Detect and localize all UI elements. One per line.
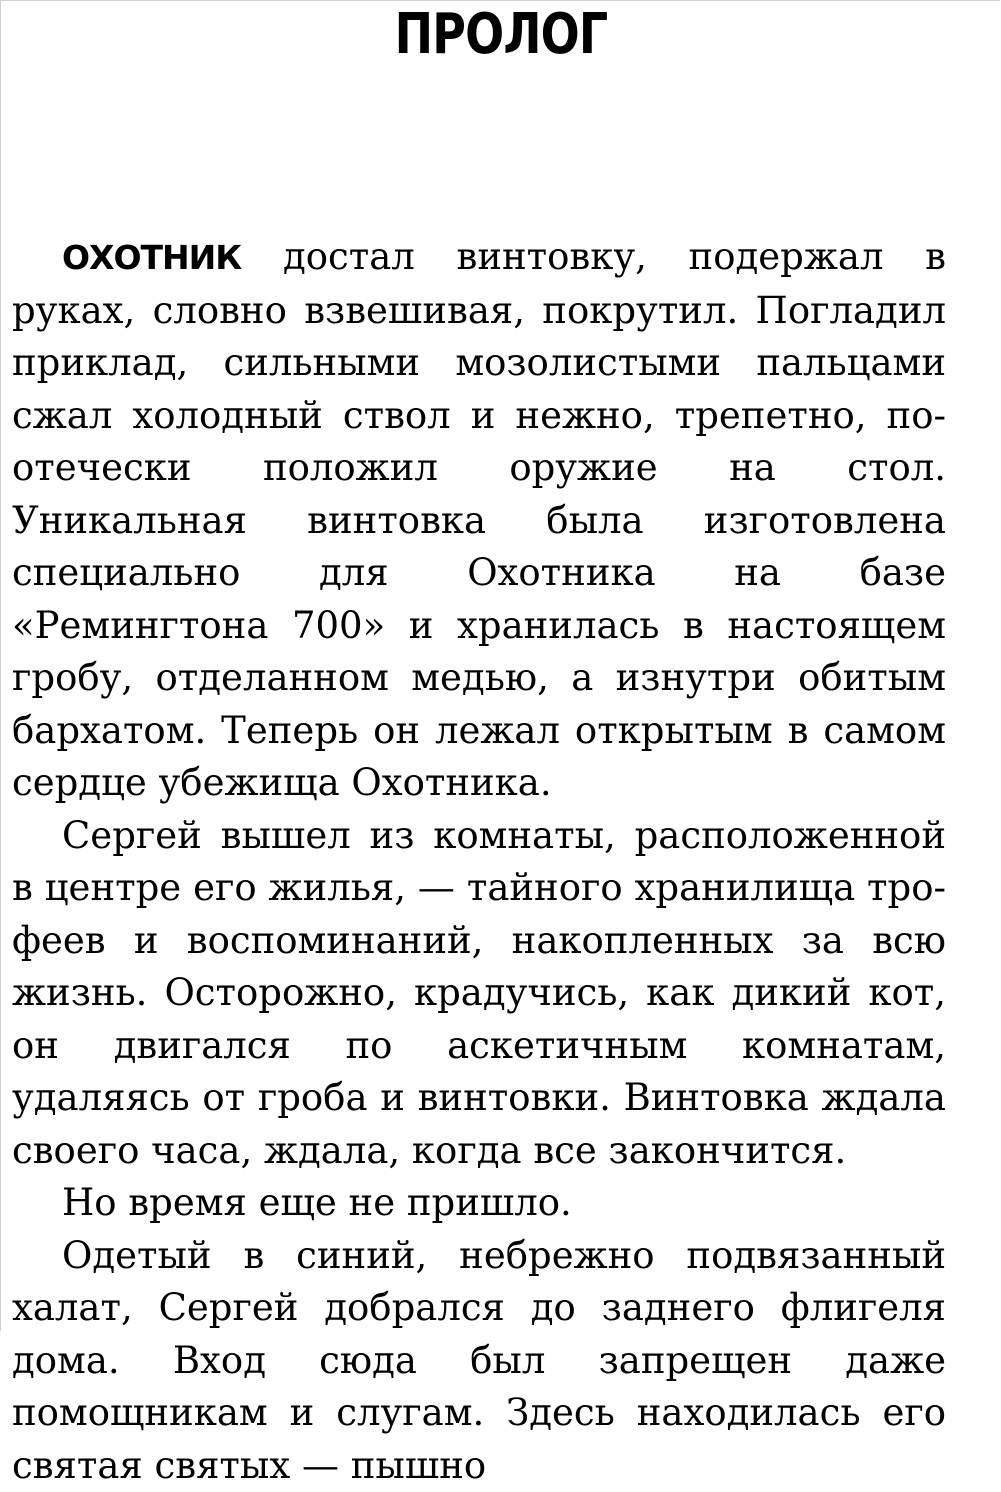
paragraph-4: Одетый в синий, небрежно подвязанный халат, Сергей добрался до заднего флигеля дома. Вход сюда был запрещен даже помощникам и слугам. Здесь находилась его святая святых — пышно — [12, 1230, 946, 1492]
chapter-title: ПРОЛОГ — [91, 1, 911, 69]
paragraph-1 — [12, 231, 946, 810]
body-text — [12, 231, 946, 1492]
paragraph-3: Но время еще не пришло. — [12, 1177, 946, 1230]
book-page — [1, 1, 1001, 1332]
paragraph-2: Сергей вышел из комнаты, расположенной в центре его жилья, — тайного хранилища трофеев и воспоминаний, накопленных за всю жизнь. Осторожно, крадучись, как дикий кот, он двигался по аскетичным комнатам, удаляясь от гроба и винтовки. Винтовка ждала своего часа, ждала, когда все закончится. — [12, 810, 946, 1178]
lead-word: ОХОТНИК — [62, 238, 241, 277]
paragraph-1-text: достал винтовку, подержал в руках, словно взвешивая, покрутил. Погладил приклад, сильными мозолистыми пальцами сжал холодный ствол и нежно, трепетно, по-отечески положил оружие на стол. Уникальная винтовка была изготовлена специально для Охотника на базе «Ремингтона 700» и хранилась в настоящем гробу, отделанном медью, а изнутри обитым бархатом. Теперь он лежал открытым в самом сердце убежища Охотника. — [12, 235, 946, 804]
